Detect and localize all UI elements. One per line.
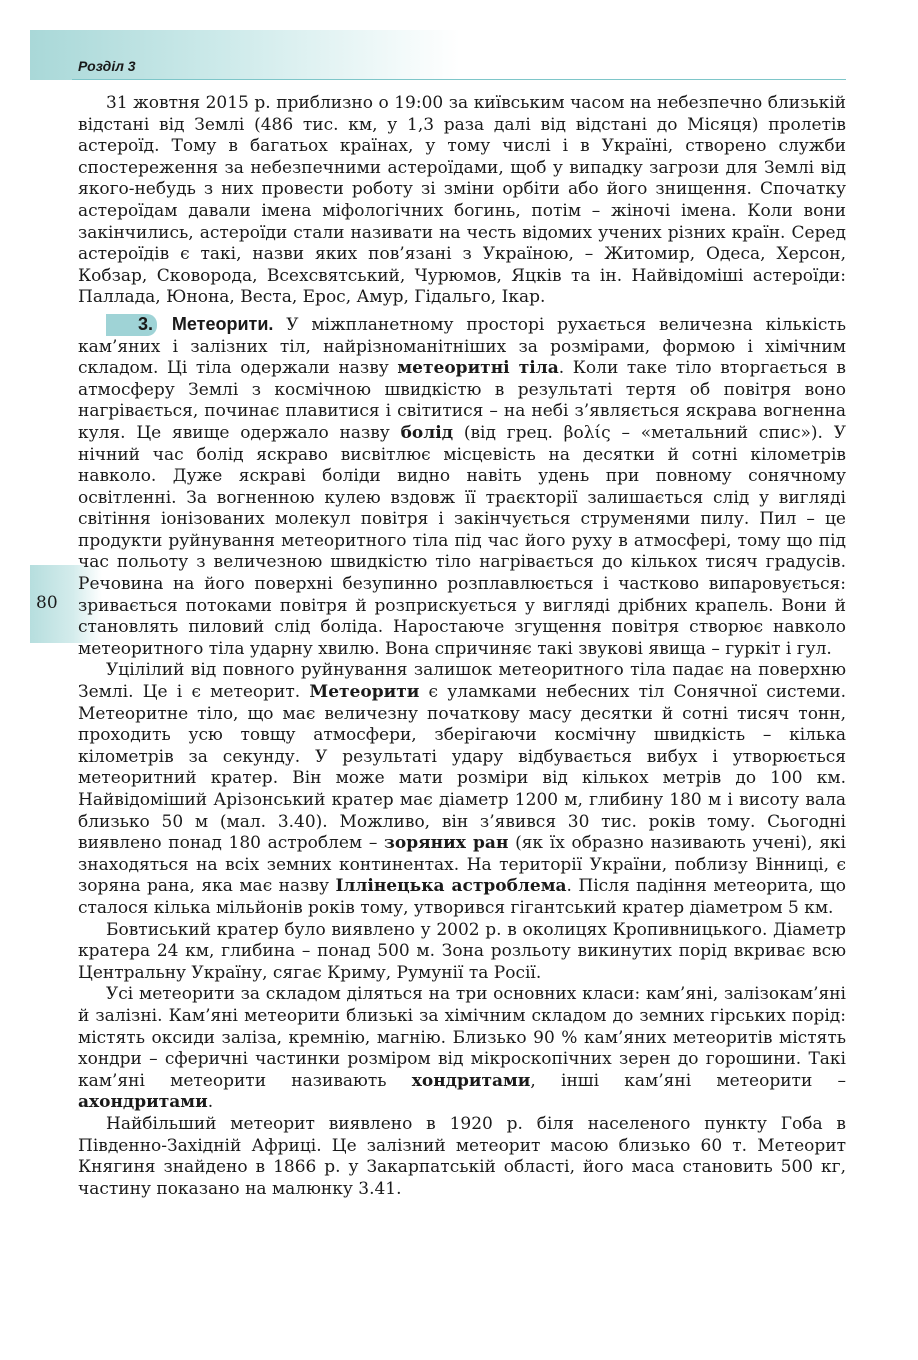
- term-star-wounds: зоряних ран: [384, 833, 509, 854]
- term-chondrites: хондритами: [411, 1070, 531, 1091]
- paragraph-asteroids: 31 жовтня 2015 р. приблизно о 19:00 за київським часом на небезпечно близькій відстані від Землі (486 тис. км, у 1,3 раза далі від відстані до Місяця) пролетів астероїд. Тому в багатьох країнах, у тому числі і в Україні, створено служби спостереження за небезпечними астероїдами, щоб у випадку загрози для Землі від якого-небудь з них провести роботу зі зміни орбіти або його знищення. Спочатку астероїдам давали імена міфологічних богинь, потім – жіночі імена. Коли вони закінчились, астероїди стали називати на честь відомих учених різних країн. Серед астероїдів є такі, назви яких пов’язані з Україною, – Житомир, Одеса, Херсон, Кобзар, Сковорода, Всехсвятський, Чурюмов, Яцків та ін. Найвідоміші астероїди: Паллада, Юнона, Веста, Ерос, Амур, Гідальго, Ікар.: [78, 93, 846, 308]
- term-achondrites: ахондритами: [78, 1092, 208, 1113]
- term-illinetska-astrobleme: Іллінецька астроблема: [335, 876, 567, 897]
- text-run: (від грец. βολίς – «метальний спис»). У нічний час болід яскраво висвітлює місцевість на десятки й сотні кілометрів навколо. Дуже яскраві боліди видно навіть удень при повному сонячному освітленні. За вогненною кулею вздовж її траєкторії залишається слід у вигляді світіння іонізованих молекул повітря і закінчується струменями пилу. Пил – це продукти руйнування метеоритного тіла під час його руху в атмосфері, тому що під час польоту з величезною швидкістю тіло нагрівається до кількох тисяч градусів. Речовина на його поверхні безупинно розплавлюється і частково випаровується: зривається потоками повітря й розприскується у вигляді дрібних крапель. Вони й становлять пиловий слід боліда. Наростаюче згущення повітря створює навколо метеоритного тіла ударну хвилю. Вона спричиняє такі звукові явища – гуркіт і гул.: [78, 422, 847, 659]
- header-rule: [72, 79, 846, 80]
- paragraph-meteorite-impact: [78, 660, 846, 919]
- paragraph-boltysh-crater: Бовтиський кратер було виявлено у 2002 р. в околицях Кропивницького. Діаметр кратера 24 км, глибина – понад 500 м. Зона розльоту викинутих порід вкриває всю Центральну Україну, сягає Криму, Румунії та Росії.: [78, 919, 846, 983]
- section-label: Розділ 3: [78, 58, 136, 74]
- paragraph-meteorites-intro: [78, 314, 846, 661]
- text-run: . Після падіння метеорита, що сталося кілька мільйонів років тому, утворився гігантський кратер діаметром 5 км.: [78, 876, 847, 918]
- text-run: . Коли таке тіло вторгається в атмосферу Землі з космічною швидкістю в результаті тертя об повітря воно нагрівається, починає плавитися і світитися – на небі з’являється яскрава вогненна куля. Це явище одержало назву: [78, 358, 846, 443]
- text-run: , інші кам’яні метеорити –: [530, 1070, 846, 1091]
- paragraph-largest-meteorite: Найбільший метеорит виявлено в 1920 р. біля населеного пункту Гоба в Південно-Західній Африці. Це залізний метеорит масою близько 60 т. Метеорит Княгиня знайдено в 1866 р. у Закарпатській області, його маса становить 500 кг, частину показано на малюнку 3.41.: [78, 1113, 846, 1199]
- term-meteorites: Метеорити: [309, 682, 420, 703]
- page-number: 80: [36, 593, 58, 613]
- term-bolide: болід: [400, 422, 454, 443]
- text-run: є уламками небесних тіл Сонячної системи. Метеоритне тіло, що має величезну початкову масу десятки й сотні тисяч тонн, проходить усю товщу атмосфери, зберігаючи космічну швидкість – кілька кілометрів за секунду. У результаті удару відбувається вибух і утворюється метеоритний кратер. Він може мати розміри від кількох метрів до 100 км. Найвідоміший Арізонський кратер має діаметр 1200 м, глибину 180 м і висоту вала близько 50 м (мал. 3.40). Можливо, він з’явився 30 тис. років тому. Сьогодні виявлено понад 180 астроблем –: [78, 682, 846, 854]
- text-run: Усі метеорити за складом діляться на три основних класи: кам’яні, залізокам’яні й залізні. Кам’яні метеорити близькі за хімічним складом до земних гірських порід: містять оксиди заліза, кремнію, магнію. Близько 90 % кам’яних метеоритів містять хондри – сферичні частинки розміром від мікроскопічних зерен до горошини. Такі кам’яні метеорити називають: [78, 984, 846, 1091]
- text-run: (як їх образно називають учені), які знаходяться на всіх земних континентах. На території України, поблизу Вінниці, є зоряна рана, яка має назву: [78, 833, 846, 897]
- term-meteoritic-bodies: метеоритні тіла: [397, 358, 559, 379]
- section-title: Метеорити.: [171, 313, 274, 334]
- paragraph-meteorite-classes: [78, 984, 846, 1114]
- page-body: [78, 93, 846, 1200]
- text-run: .: [207, 1092, 214, 1113]
- text-run: У міжпланетному просторі рухається величезна кількість кам’яних і залізних тіл, найрізноманітніших за розмірами, формою і хімічним складом. Ці тіла одержали назву: [78, 314, 846, 379]
- text-run: Уцілілий від повного руйнування залишок метеоритного тіла падає на поверхню Землі. Це і є метеорит.: [78, 660, 846, 703]
- section-number-badge: 3.: [106, 314, 157, 336]
